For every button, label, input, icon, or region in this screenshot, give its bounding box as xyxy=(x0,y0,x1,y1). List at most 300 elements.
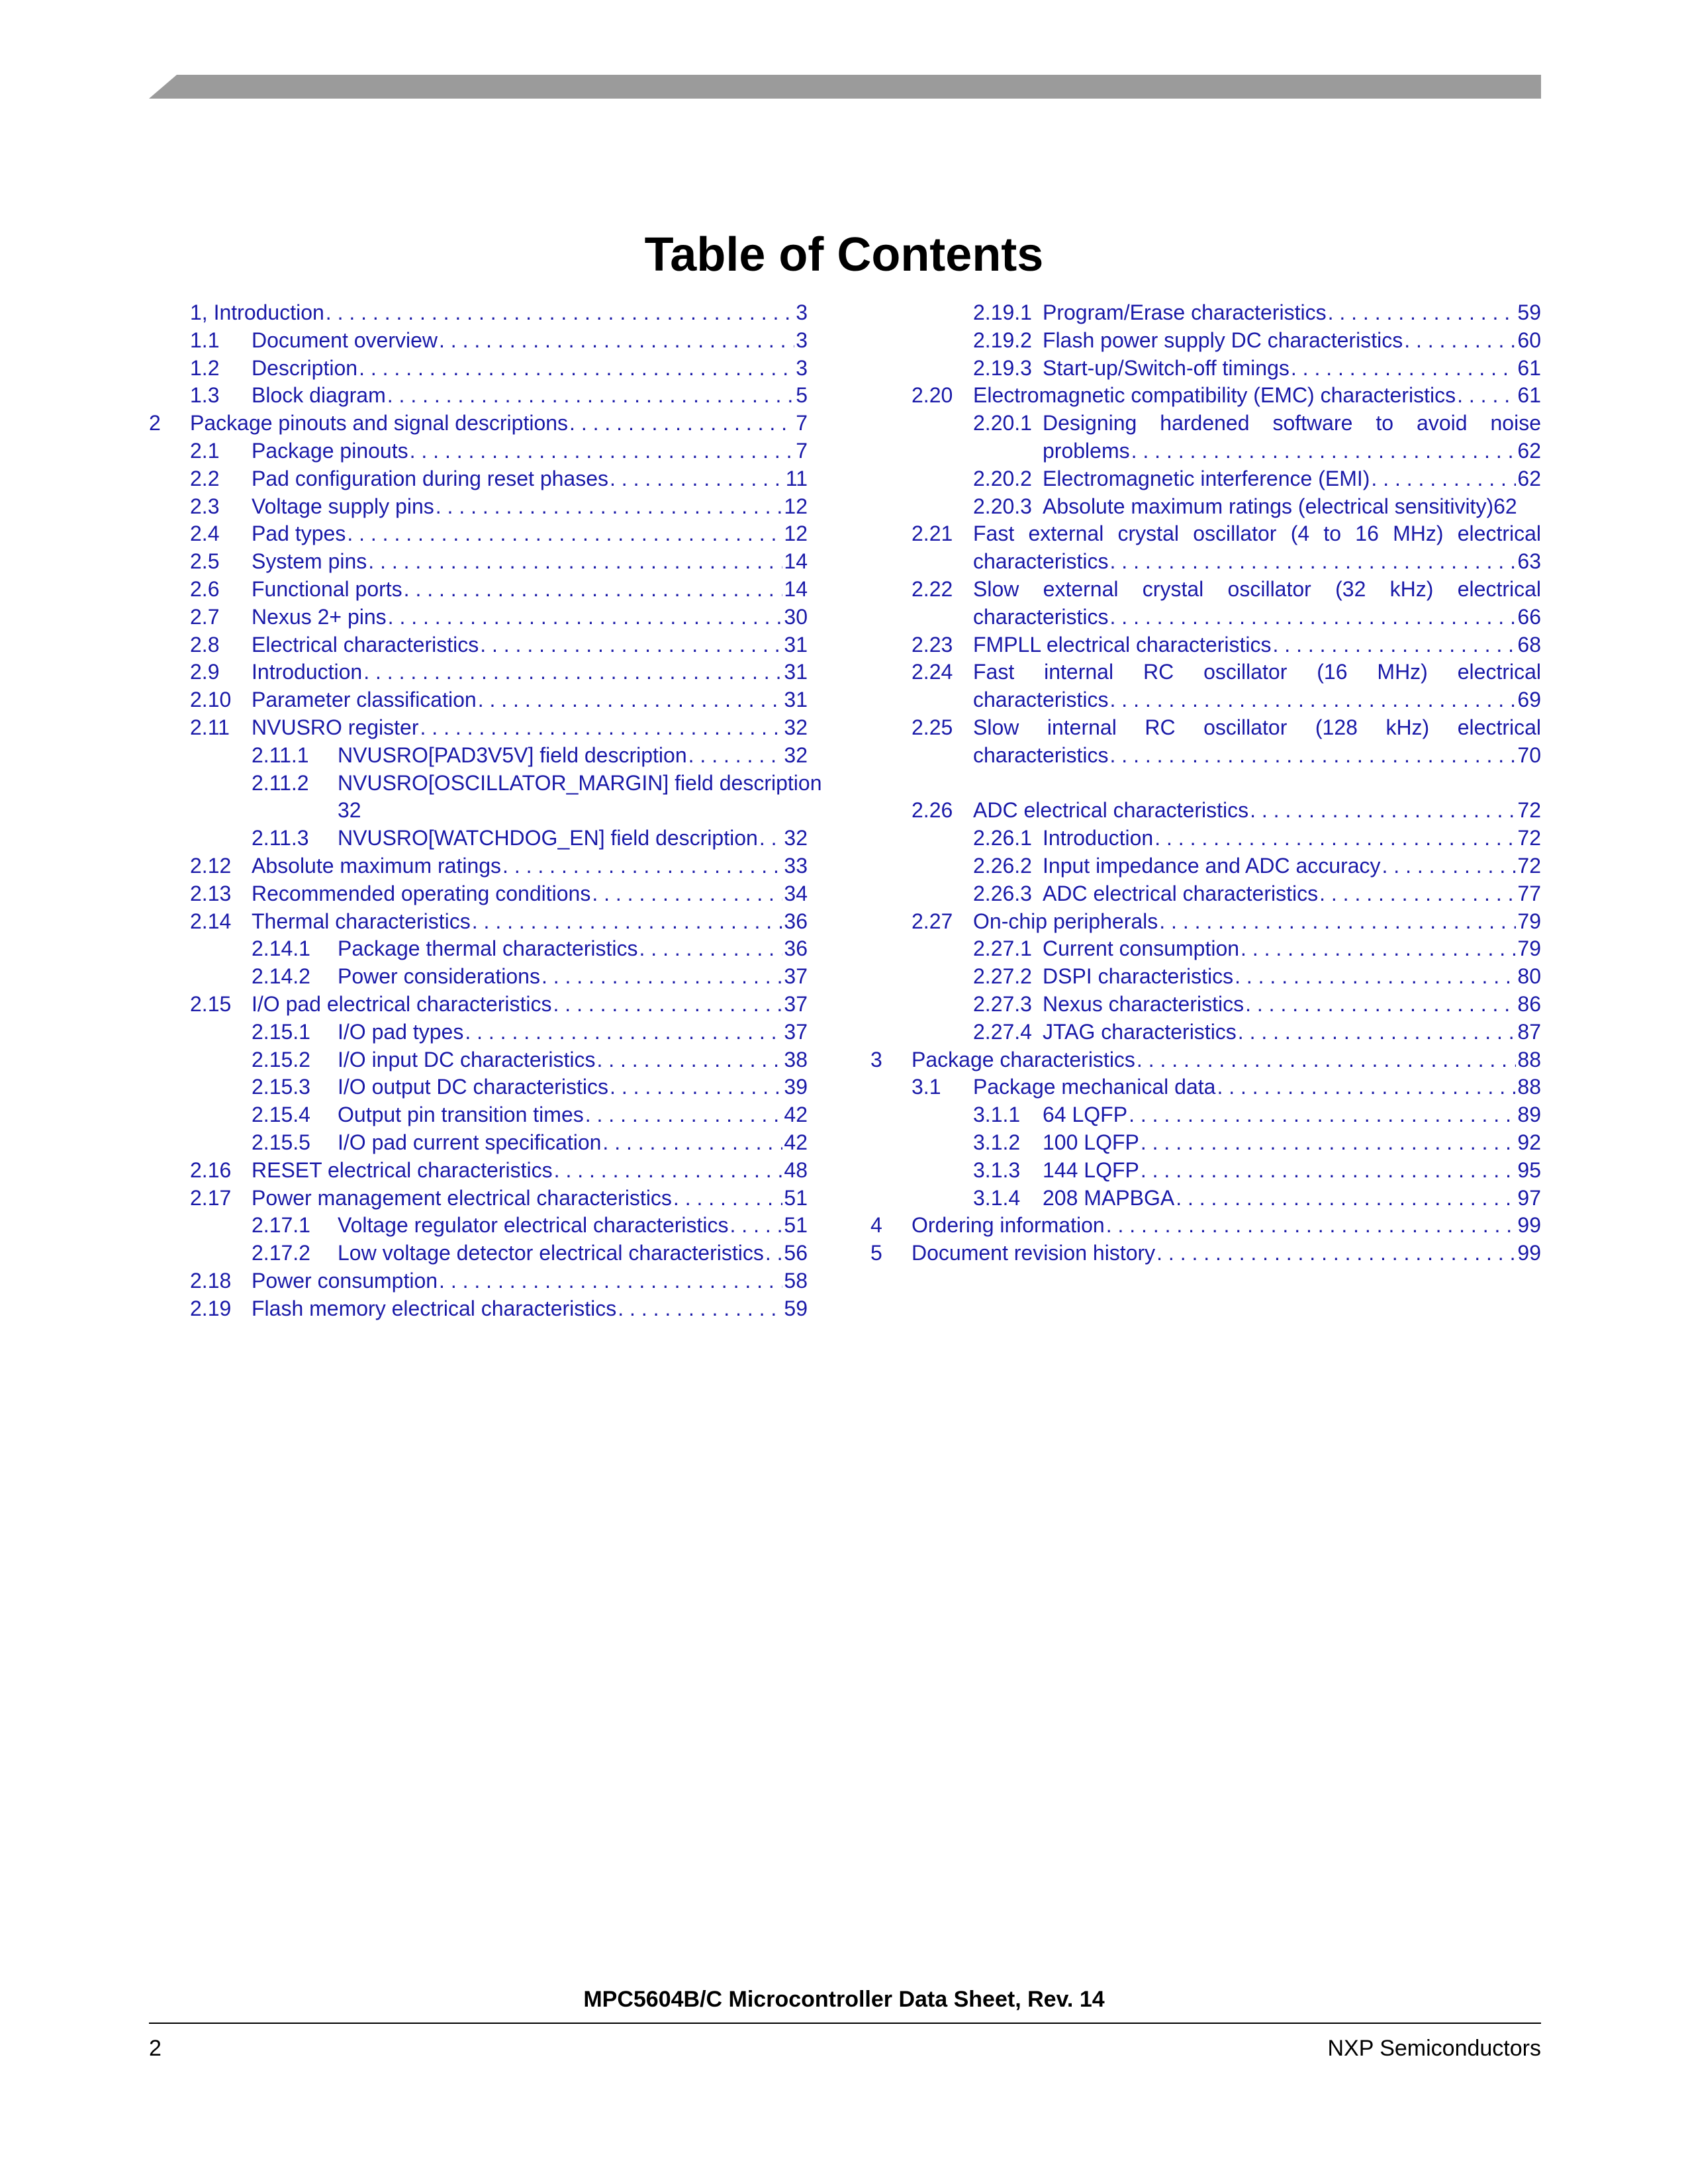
toc-entry-number: 2.11.2 xyxy=(252,770,309,795)
toc-entry-number: 2.19 xyxy=(190,1296,232,1320)
toc-entry[interactable] xyxy=(870,1129,1541,1157)
toc-leader-dots xyxy=(730,1212,783,1240)
toc-entry-page: 38 xyxy=(784,1047,808,1071)
toc-entry-page: 60 xyxy=(1517,328,1541,352)
toc-entry-title: Nexus characteristics xyxy=(1043,991,1244,1016)
toc-entry[interactable] xyxy=(870,908,1541,936)
toc-leader-dots xyxy=(478,686,783,714)
toc-entry[interactable] xyxy=(149,659,808,686)
toc-entry-number: 1.3 xyxy=(190,383,220,408)
toc-entry-title: Flash memory electrical characteristics xyxy=(252,1296,617,1320)
toc-entry[interactable] xyxy=(149,935,808,963)
toc-entry-page: 92 xyxy=(1517,1130,1541,1154)
toc-entry-title: 100 LQFP xyxy=(1043,1130,1139,1154)
toc-entry-title: Power consumption xyxy=(252,1268,438,1293)
toc-entry-title: NVUSRO[WATCHDOG_EN] field description xyxy=(338,826,758,850)
toc-entry-title: Fast external crystal oscillator (4 to 16 MHz) electrical xyxy=(973,522,1541,546)
toc-entry-page: 5 xyxy=(796,383,808,408)
toc-entry[interactable] xyxy=(149,327,808,355)
toc-entry-number: 5 xyxy=(870,1241,882,1265)
toc-entry-page: 72 xyxy=(1517,826,1541,850)
toc-entry-page: 31 xyxy=(784,660,808,684)
toc-entry[interactable] xyxy=(870,355,1541,383)
toc-entry-title: I/O input DC characteristics xyxy=(338,1047,596,1071)
toc-entry-number: 2.26 xyxy=(912,798,953,823)
toc-entry-page: 12 xyxy=(784,494,808,518)
toc-entry-title: Start-up/Switch-off timings xyxy=(1043,355,1289,380)
toc-leader-dots xyxy=(465,1019,782,1046)
toc-entry-title: DSPI characteristics xyxy=(1043,964,1234,989)
toc-entry-title: Functional ports xyxy=(252,576,402,601)
toc-entry-page: 3 xyxy=(796,300,808,324)
toc-entry-number: 2.15.2 xyxy=(252,1047,310,1071)
toc-entry-page: 37 xyxy=(784,1019,808,1044)
toc-leader-dots xyxy=(1319,880,1516,908)
toc-leader-dots xyxy=(1110,604,1517,631)
toc-leader-dots xyxy=(1129,1101,1516,1129)
toc-entry-number: 2.26.2 xyxy=(973,853,1032,878)
toc-entry-number: 2.13 xyxy=(190,881,232,905)
toc-entry-title: Parameter classification xyxy=(252,688,477,712)
toc-entry[interactable] xyxy=(149,825,808,852)
toc-entry-title: Package pinouts xyxy=(252,438,408,463)
toc-entry[interactable] xyxy=(870,520,1541,576)
toc-leader-dots xyxy=(1141,1157,1517,1185)
toc-entry-title: Program/Erase characteristics xyxy=(1043,300,1327,324)
toc-entry-number: 3.1.3 xyxy=(973,1158,1021,1182)
toc-entry-title: Description xyxy=(252,355,358,380)
toc-entry-page: 32 xyxy=(338,798,361,823)
toc-entry[interactable] xyxy=(149,604,808,631)
toc-leader-dots xyxy=(1110,686,1517,714)
toc-entry[interactable] xyxy=(149,1212,808,1240)
toc-leader-dots xyxy=(592,880,782,908)
toc-entry-page: 42 xyxy=(784,1103,808,1127)
toc-entry-page: 11 xyxy=(785,466,808,490)
toc-entry-title: Electromagnetic compatibility (EMC) characteristics xyxy=(973,383,1456,408)
toc-entry-number: 2.11 xyxy=(190,715,230,739)
toc-entry-page: 59 xyxy=(784,1296,808,1320)
toc-entry-number: 2.26.1 xyxy=(973,826,1032,850)
toc-leader-dots xyxy=(1131,437,1517,465)
toc-entry[interactable] xyxy=(870,659,1541,714)
toc-entry[interactable] xyxy=(149,299,808,327)
toc-leader-dots xyxy=(554,1157,783,1185)
toc-entry-number: 2.23 xyxy=(912,632,953,657)
toc-entry-page: 69 xyxy=(1517,688,1541,712)
toc-entry-number: 3 xyxy=(870,1047,882,1071)
toc-leader-dots xyxy=(404,576,783,604)
toc-entry-title-continued: characteristics xyxy=(973,549,1109,574)
toc-entry-number: 3.1.4 xyxy=(973,1185,1021,1210)
toc-leader-dots xyxy=(502,852,782,880)
toc-entry[interactable] xyxy=(149,770,822,825)
toc-entry-page: 36 xyxy=(784,936,808,961)
toc-entry[interactable] xyxy=(870,1019,1541,1046)
toc-entry-page: 14 xyxy=(784,576,808,601)
toc-entry[interactable] xyxy=(870,1185,1541,1212)
toc-entry-number: 2.17.1 xyxy=(252,1213,310,1238)
toc-entry-page: 7 xyxy=(796,438,808,463)
toc-entry-number: 1.1 xyxy=(190,328,220,352)
toc-entry-number: 2.20 xyxy=(912,383,953,408)
toc-entry[interactable] xyxy=(870,1240,1541,1267)
toc-entry-title: Power management electrical characteristics xyxy=(252,1185,672,1210)
toc-entry-page: 3 xyxy=(796,328,808,352)
toc-entry[interactable] xyxy=(149,1267,808,1295)
toc-entry[interactable] xyxy=(149,1295,808,1323)
toc-entry-page: 32 xyxy=(784,715,808,739)
toc-entry-page: 89 xyxy=(1517,1103,1541,1127)
toc-entry-title: NVUSRO register xyxy=(252,715,419,739)
toc-entry-title: Low voltage detector electrical characteristics xyxy=(338,1241,764,1265)
toc-leader-dots xyxy=(596,1046,782,1074)
toc-leader-dots xyxy=(1110,742,1517,770)
toc-entry-page: 39 xyxy=(784,1075,808,1099)
toc-leader-dots xyxy=(1457,382,1516,410)
toc-entry-page: 99 xyxy=(1517,1241,1541,1265)
toc-leader-dots xyxy=(363,659,782,686)
toc-entry-number: 2.27.1 xyxy=(973,936,1032,961)
toc-leader-dots xyxy=(480,631,782,659)
toc-leader-dots xyxy=(759,825,783,852)
toc-entry-number: 2.10 xyxy=(190,688,232,712)
toc-leader-dots xyxy=(472,908,783,936)
toc-entry-number: 2.27.4 xyxy=(973,1019,1032,1044)
toc-entry-page: 61 xyxy=(1517,383,1541,408)
toc-entry-title: Document overview xyxy=(252,328,438,352)
toc-entry-title: Designing hardened software to avoid noise xyxy=(1043,411,1541,435)
toc-entry-page: 88 xyxy=(1517,1075,1541,1099)
toc-entry-number: 3.1.1 xyxy=(973,1103,1021,1127)
toc-entry[interactable] xyxy=(870,1101,1541,1129)
toc-entry[interactable] xyxy=(870,935,1541,963)
toc-entry[interactable] xyxy=(149,742,808,770)
toc-entry[interactable] xyxy=(149,1240,808,1267)
toc-leader-dots xyxy=(1110,548,1517,576)
toc-entry[interactable] xyxy=(149,686,808,714)
toc-entry-title: Voltage supply pins xyxy=(252,494,434,518)
toc-leader-dots xyxy=(1159,908,1516,936)
toc-entry[interactable] xyxy=(149,1129,808,1157)
toc-entry-title: NVUSRO[PAD3V5V] field description xyxy=(338,743,687,767)
toc-entry[interactable] xyxy=(149,631,808,659)
toc-entry-number: 2.15.4 xyxy=(252,1103,310,1127)
toc-entry-title: 1, Introduction xyxy=(190,300,324,324)
toc-entry-page: 86 xyxy=(1517,991,1541,1016)
toc-entry-page: 56 xyxy=(784,1241,808,1265)
toc-entry-page: 32 xyxy=(784,743,808,767)
toc-entry-page: 88 xyxy=(1517,1047,1541,1071)
toc-entry-title: Thermal characteristics xyxy=(252,909,471,933)
toc-entry-number: 2.19.2 xyxy=(973,328,1032,352)
toc-entry-title: Block diagram xyxy=(252,383,386,408)
toc-entry[interactable] xyxy=(149,714,808,742)
toc-entry[interactable] xyxy=(870,880,1541,908)
toc-leader-dots xyxy=(420,714,783,742)
toc-entry[interactable] xyxy=(149,880,808,908)
toc-entry[interactable] xyxy=(149,1046,808,1074)
toc-entry-title-continued: problems xyxy=(1043,438,1130,463)
toc-entry-number: 2.26.3 xyxy=(973,881,1032,905)
toc-entry[interactable] xyxy=(149,991,808,1019)
toc-entry-number: 2.9 xyxy=(190,660,220,684)
toc-entry-number: 2.11.1 xyxy=(252,743,309,767)
toc-entry[interactable] xyxy=(149,963,808,991)
toc-entry-title: Flash power supply DC characteristics xyxy=(1043,328,1403,352)
toc-entry-title: Ordering information xyxy=(912,1213,1105,1238)
toc-entry-page: 33 xyxy=(784,853,808,878)
toc-entry-title: Absolute maximum ratings (electrical sensitivity) xyxy=(1043,494,1494,518)
toc-leader-dots xyxy=(1137,1046,1516,1074)
toc-entry[interactable] xyxy=(870,1157,1541,1185)
toc-entry-page: 31 xyxy=(784,688,808,712)
toc-leader-dots xyxy=(1235,963,1516,991)
toc-entry-number: 2.12 xyxy=(190,853,232,878)
toc-entry[interactable] xyxy=(870,797,1541,825)
toc-entry-title: I/O pad types xyxy=(338,1019,464,1044)
toc-entry-title: System pins xyxy=(252,549,367,574)
toc-entry-page: 68 xyxy=(1517,632,1541,657)
toc-entry-title: Pad types xyxy=(252,522,346,546)
toc-entry-title: Introduction xyxy=(252,660,363,684)
toc-entry-page: 99 xyxy=(1517,1213,1541,1238)
toc-entry[interactable] xyxy=(870,963,1541,991)
toc-entry-number: 1.2 xyxy=(190,355,220,380)
toc-entry-title: Introduction xyxy=(1043,826,1154,850)
toc-leader-dots xyxy=(1238,1019,1517,1046)
toc-entry-page: 12 xyxy=(784,522,808,546)
toc-entry[interactable] xyxy=(149,1185,808,1212)
toc-entry-number: 2.17.2 xyxy=(252,1241,310,1265)
toc-entry[interactable] xyxy=(870,493,1541,521)
toc-leader-dots xyxy=(359,355,794,383)
toc-entry-title-continued: characteristics xyxy=(973,604,1109,629)
toc-entry-page: 77 xyxy=(1517,881,1541,905)
toc-entry[interactable] xyxy=(149,548,808,576)
toc-leader-dots xyxy=(439,1267,782,1295)
toc-entry-page: 59 xyxy=(1517,300,1541,324)
toc-entry-page: 51 xyxy=(784,1213,808,1238)
toc-entry-number: 2.20.1 xyxy=(973,411,1032,435)
toc-entry-page: 14 xyxy=(784,549,808,574)
toc-entry-title: Package thermal characteristics xyxy=(338,936,638,961)
toc-entry-number: 2.15 xyxy=(190,991,232,1016)
toc-column-right xyxy=(870,299,1541,1267)
toc-entry-title: I/O output DC characteristics xyxy=(338,1075,609,1099)
toc-entry[interactable] xyxy=(870,825,1541,852)
toc-entry[interactable] xyxy=(149,908,808,936)
toc-entry-page: 62 xyxy=(1517,466,1541,490)
toc-entry-title: FMPLL electrical characteristics xyxy=(973,632,1272,657)
toc-entry-number: 2.2 xyxy=(190,466,220,490)
footer-divider xyxy=(149,2023,1541,2024)
toc-entry[interactable] xyxy=(870,327,1541,355)
toc-entry-title-continued: characteristics xyxy=(973,743,1109,767)
toc-entry[interactable] xyxy=(870,991,1541,1019)
toc-entry[interactable] xyxy=(870,714,1541,770)
toc-entry-number: 2.21 xyxy=(912,522,953,546)
toc-entry-page: 72 xyxy=(1517,798,1541,823)
toc-entry-title: Power considerations xyxy=(338,964,540,989)
toc-leader-dots xyxy=(765,1240,783,1267)
toc-leader-dots xyxy=(541,963,782,991)
toc-leader-dots xyxy=(688,742,783,770)
toc-column-left xyxy=(149,299,822,1322)
toc-entry[interactable] xyxy=(149,355,808,383)
toc-leader-dots xyxy=(439,327,794,355)
toc-entry-number: 2.4 xyxy=(190,522,220,546)
toc-entry-title: Package pinouts and signal descriptions xyxy=(190,411,569,435)
toc-entry[interactable] xyxy=(870,299,1541,327)
toc-leader-dots xyxy=(1273,631,1517,659)
toc-leader-dots xyxy=(1156,1240,1516,1267)
toc-leader-dots xyxy=(1328,299,1517,327)
toc-entry-number: 2.15.5 xyxy=(252,1130,310,1154)
toc-entry-page: 32 xyxy=(784,826,808,850)
toc-entry-number: 2.19.3 xyxy=(973,355,1032,380)
toc-entry-title: Output pin transition times xyxy=(338,1103,584,1127)
toc-entry-number: 2.18 xyxy=(190,1268,232,1293)
toc-leader-dots xyxy=(602,1129,782,1157)
toc-entry-page: 79 xyxy=(1517,909,1541,933)
toc-leader-dots xyxy=(1250,797,1516,825)
toc-entry-title: Nexus 2+ pins xyxy=(252,604,387,629)
toc-entry-title: Input impedance and ADC accuracy xyxy=(1043,853,1381,878)
toc-entry-page: 37 xyxy=(784,991,808,1016)
toc-leader-dots xyxy=(387,382,794,410)
toc-entry[interactable] xyxy=(870,465,1541,493)
toc-entry[interactable] xyxy=(149,493,808,521)
toc-entry[interactable] xyxy=(149,520,808,548)
toc-entry[interactable] xyxy=(149,852,808,880)
toc-entry[interactable] xyxy=(870,1046,1541,1074)
toc-leader-dots xyxy=(1404,327,1516,355)
footer-document-title: MPC5604B/C Microcontroller Data Sheet, Rev. 14 xyxy=(583,1987,1105,2012)
toc-entry-page: 48 xyxy=(784,1158,808,1182)
toc-leader-dots xyxy=(610,1073,782,1101)
toc-entry-number: 2.14.1 xyxy=(252,936,310,961)
toc-entry-title: Current consumption xyxy=(1043,936,1240,961)
toc-entry[interactable] xyxy=(149,1073,808,1101)
toc-leader-dots xyxy=(1176,1185,1516,1212)
toc-entry-number: 2.16 xyxy=(190,1158,232,1182)
toc-entry-number: 2.24 xyxy=(912,660,953,684)
toc-leader-dots xyxy=(1241,935,1516,963)
toc-entry-title: Document revision history xyxy=(912,1241,1156,1265)
toc-entry-page: 34 xyxy=(784,881,808,905)
page-number: 2 xyxy=(149,2036,162,2061)
toc-entry-page: 62 xyxy=(1517,438,1541,463)
toc-entry-page: 87 xyxy=(1517,1019,1541,1044)
toc-leader-dots xyxy=(347,520,782,548)
toc-entry-page: 42 xyxy=(784,1130,808,1154)
toc-entry-page: 80 xyxy=(1517,964,1541,989)
toc-leader-dots xyxy=(388,604,783,631)
toc-leader-dots xyxy=(1382,852,1517,880)
toc-entry-number: 2.3 xyxy=(190,494,220,518)
toc-entry-page: 51 xyxy=(784,1185,808,1210)
toc-entry[interactable] xyxy=(149,465,808,493)
toc-entry-title: Electrical characteristics xyxy=(252,632,479,657)
toc-entry-title: NVUSRO[OSCILLATOR_MARGIN] field description xyxy=(338,770,822,795)
page-title: Table of Contents xyxy=(644,228,1044,281)
toc-entry-page: 36 xyxy=(784,909,808,933)
toc-entry-number: 2.27.2 xyxy=(973,964,1032,989)
toc-entry-number: 2.19.1 xyxy=(973,300,1032,324)
toc-leader-dots xyxy=(1291,355,1517,383)
toc-entry-number: 2.22 xyxy=(912,576,953,601)
toc-entry[interactable] xyxy=(870,1073,1541,1101)
toc-entry-number: 2.1 xyxy=(190,438,220,463)
toc-entry[interactable] xyxy=(870,631,1541,659)
toc-entry-number: 2.15.3 xyxy=(252,1075,310,1099)
toc-entry-page: 3 xyxy=(796,355,808,380)
toc-entry-title: Fast internal RC oscillator (16 MHz) electrical xyxy=(973,660,1541,684)
toc-entry[interactable] xyxy=(870,852,1541,880)
toc-entry-page: 79 xyxy=(1517,936,1541,961)
toc-entry[interactable] xyxy=(870,410,1541,465)
toc-entry-number: 4 xyxy=(870,1213,882,1238)
toc-leader-dots xyxy=(569,410,794,437)
toc-entry-number: 2.20.2 xyxy=(973,466,1032,490)
toc-entry[interactable] xyxy=(149,437,808,465)
toc-entry-number: 2.6 xyxy=(190,576,220,601)
toc-entry[interactable] xyxy=(149,410,808,437)
toc-entry-page: 61 xyxy=(1517,355,1541,380)
toc-entry-title: Package characteristics xyxy=(912,1047,1135,1071)
toc-entry[interactable] xyxy=(870,1212,1541,1240)
header-bar xyxy=(149,75,1541,99)
toc-entry-title: 64 LQFP xyxy=(1043,1103,1128,1127)
toc-entry-page: 31 xyxy=(784,632,808,657)
toc-entry[interactable] xyxy=(149,382,808,410)
toc-entry-number: 2.27 xyxy=(912,909,953,933)
toc-entry[interactable] xyxy=(149,1101,808,1129)
toc-entry[interactable] xyxy=(870,382,1541,410)
toc-entry-number: 2 xyxy=(149,411,161,435)
toc-entry-number: 2.15.1 xyxy=(252,1019,310,1044)
toc-entry-title: Absolute maximum ratings xyxy=(252,853,502,878)
toc-leader-dots xyxy=(553,991,783,1019)
toc-entry-page: 97 xyxy=(1517,1185,1541,1210)
toc-entry-page: 72 xyxy=(1517,853,1541,878)
toc-entry[interactable] xyxy=(149,576,808,604)
toc-entry-number: 2.7 xyxy=(190,604,220,629)
toc-leader-dots xyxy=(1245,991,1516,1019)
toc-entry-title: On-chip peripherals xyxy=(973,909,1158,933)
toc-leader-dots xyxy=(1141,1129,1517,1157)
toc-entry-title: Electromagnetic interference (EMI) xyxy=(1043,466,1370,490)
toc-entry-page: 63 xyxy=(1517,549,1541,574)
toc-entry[interactable] xyxy=(149,1019,808,1046)
toc-leader-dots xyxy=(1217,1073,1516,1101)
toc-leader-dots xyxy=(610,465,784,493)
toc-entry-page: 58 xyxy=(784,1268,808,1293)
toc-entry[interactable] xyxy=(870,576,1541,631)
toc-leader-dots xyxy=(618,1295,782,1323)
toc-entry-page: 95 xyxy=(1517,1158,1541,1182)
toc-leader-dots xyxy=(368,548,782,576)
toc-leader-dots xyxy=(1106,1212,1517,1240)
toc-entry[interactable] xyxy=(149,1157,808,1185)
toc-entry-page: 30 xyxy=(784,604,808,629)
toc-entry-number: 2.8 xyxy=(190,632,220,657)
toc-entry-title: Slow external crystal oscillator (32 kHz) electrical xyxy=(973,576,1541,601)
company-name: NXP Semiconductors xyxy=(1327,2036,1541,2061)
toc-entry-number: 2.17 xyxy=(190,1185,232,1210)
toc-entry-title: ADC electrical characteristics xyxy=(1043,881,1319,905)
